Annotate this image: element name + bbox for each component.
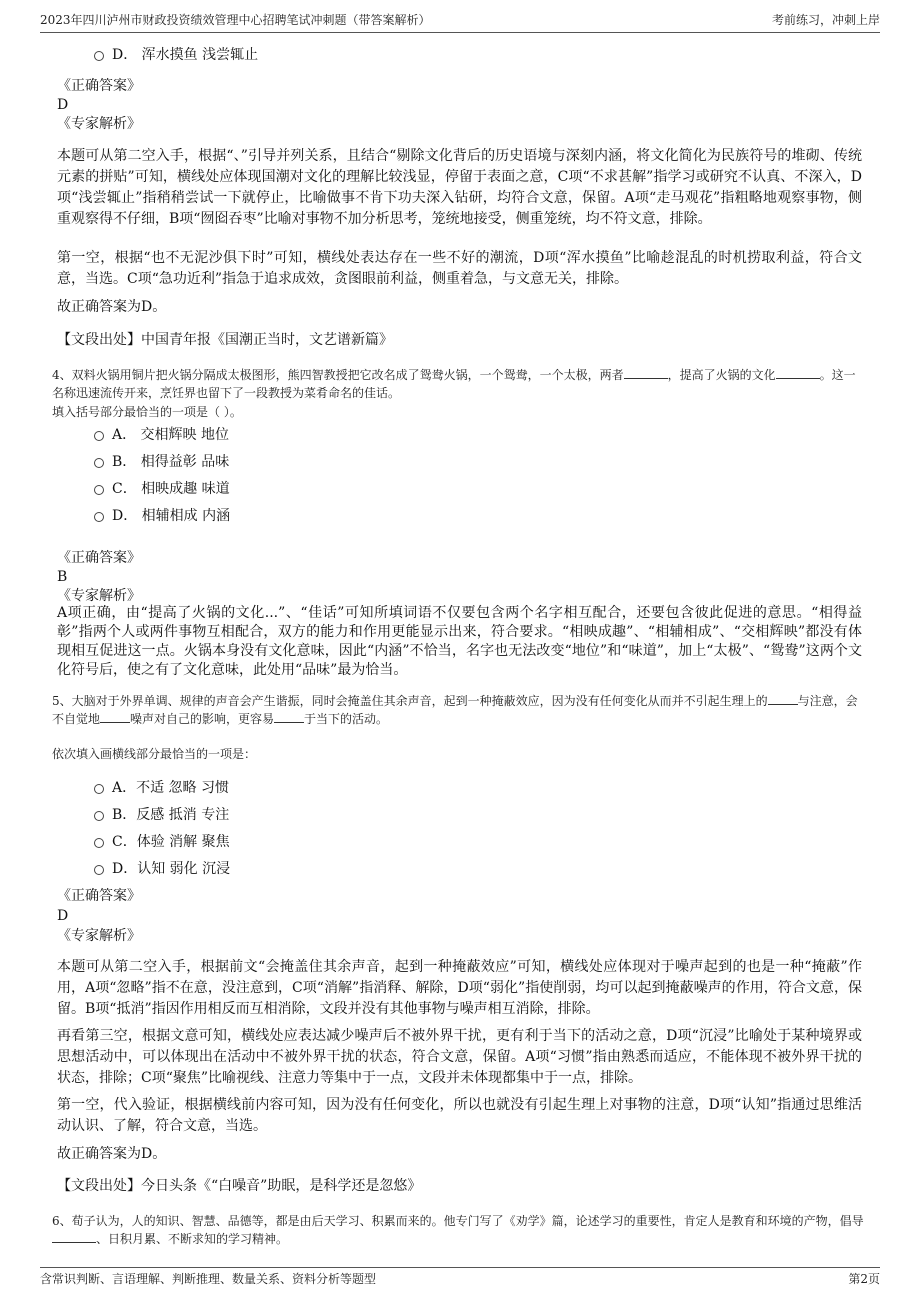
q5-analysis-p3: 第一空，代入验证，根据横线前内容可知，因为没有任何变化，所以也就没有引起生理上对事物的注意，D项“认知”指通过思维活动认识、了解，符合文意，当选。: [57, 1097, 862, 1134]
q3-analysis-p3: 故正确答案为D。: [57, 299, 167, 315]
radio-icon[interactable]: [94, 458, 104, 468]
q5-answer-label: 《正确答案》: [57, 888, 141, 904]
option-label: B．反感 抵消 专注: [112, 807, 230, 823]
q4-analysis-label: 《专家解析》: [57, 588, 141, 604]
q3-answer: D: [57, 97, 69, 113]
footer-divider: [40, 1267, 880, 1268]
header-title: 2023年四川泸州市财政投资绩效管理中心招聘笔试冲刺题（带答案解析）: [40, 13, 431, 27]
q5-prompt: 依次填入画横线部分最恰当的一项是：: [52, 747, 257, 761]
q5-analysis-p4: 故正确答案为D。: [57, 1146, 167, 1162]
option-label: D． 浑水摸鱼 浅尝辄止: [112, 47, 259, 63]
q4-option-a[interactable]: [94, 425, 229, 445]
option-label: C． 相映成趣 味道: [112, 481, 230, 497]
q5-option-a[interactable]: [94, 778, 229, 798]
q5-option-b[interactable]: [94, 805, 229, 825]
q5-source: 【文段出处】今日头条《“白噪音”助眠，是科学还是忽悠》: [57, 1178, 422, 1194]
option-label: D． 相辅相成 内涵: [112, 508, 231, 524]
q3-source: 【文段出处】中国青年报《国潮正当时，文艺谱新篇》: [57, 332, 393, 348]
radio-icon[interactable]: [94, 838, 104, 848]
radio-icon[interactable]: [94, 865, 104, 875]
option-label: A．不适 忽略 习惯: [112, 780, 230, 796]
q4-option-d[interactable]: [94, 506, 230, 526]
header-tagline: 考前练习，冲刺上岸: [771, 13, 880, 27]
option-label: C．体验 消解 聚焦: [112, 834, 230, 850]
q5-analysis-p2: 再看第三空，根据文意可知，横线处应表达减少噪声后不被外界干扰，更有利于当下的活动之意，D项“沉浸”比喻处于某种境界或思想活动中，可以体现出在活动中不被外界干扰的状态，符合文意，保留。A项“习惯”指由熟悉而适应，不能体现不被外界干扰的状态，排除；C项“聚焦”比喻视线、注意力等集中于一点，文段并未体现都集中于一点，排除。: [57, 1028, 862, 1086]
page-number: 第2页: [848, 1272, 880, 1286]
q4-stem: 4、双料火锅用铜片把火锅分隔成太极图形，熊四智教授把它改名成了鸳鸯火锅，一个鸳鸯，一个太极，两者 ，提高了火锅的文化 。这一名称迅速流传开来，烹饪界也留下了一段教授为菜肴命名的佳话。: [52, 368, 856, 400]
q5-stem: 5、大脑对于外界单调、规律的声音会产生谐振，同时会掩盖住其余声音，起到一种掩蔽效应，因为没有任何变化从而并不引起生理上的 与注意，会不自觉地 噪声对自己的影响，更容易 于当下的活动。: [52, 694, 858, 726]
option-label: A． 交相辉映 地位: [112, 427, 230, 443]
q3-analysis-p2: 第一空，根据“也不无泥沙俱下时”可知，横线处表达存在一些不好的潮流，D项“浑水摸鱼”比喻趁混乱的时机捞取利益，符合文意，当选。C项“急功近利”指急于追求成效，贪图眼前利益，侧重着急，与文意无关，排除。: [57, 250, 862, 287]
q3-answer-label: 《正确答案》: [57, 78, 141, 94]
header-divider: [40, 32, 880, 33]
radio-icon[interactable]: [94, 512, 104, 522]
q5-analysis-p1: 本题可从第二空入手，根据前文“会掩盖住其余声音，起到一种掩蔽效应”可知，横线处应体现对于噪声起到的也是一种“掩蔽”作用，A项“忽略”指不在意，没注意到，C项“消解”指消释、解除，D项“弱化”指使削弱，均可以起到掩蔽噪声的作用，符合文意，保留。B项“抵消”指因作用相反而互相消除，文段并没有其他事物与噪声相互消除，排除。: [57, 959, 862, 1017]
q4-option-b[interactable]: [94, 452, 229, 472]
radio-icon[interactable]: [94, 811, 104, 821]
radio-icon[interactable]: [94, 431, 104, 441]
option-label: D．认知 弱化 沉浸: [112, 861, 231, 877]
q4-analysis: A项正确，由“提高了火锅的文化...”、“佳话”可知所填词语不仅要包含两个名字相互配合，还要包含彼此促进的意思。“相得益彰”指两个人或两件事物互相配合，双方的能力和作用更能显示出来，符合要求。“相映成趣”、“相辅相成”、“交相辉映”都没有体现相互促进这一点。火锅本身没有文化意味，因此“内涵”不恰当，名字也无法改变“地位”和“味道”，加上“太极”、“鸳鸯”这两个文化符号后，使之有了文化意味，此处用“品味”最为恰当。: [57, 605, 862, 678]
q4-answer: B: [57, 569, 68, 585]
q5-option-c[interactable]: [94, 832, 230, 852]
q3-analysis-label: 《专家解析》: [57, 116, 141, 132]
radio-icon[interactable]: [94, 51, 104, 61]
q4-answer-label: 《正确答案》: [57, 550, 141, 566]
q5-analysis-label: 《专家解析》: [57, 928, 141, 944]
q5-option-d[interactable]: [94, 859, 230, 879]
q4-prompt: 填入括号部分最恰当的一项是（ ）。: [52, 405, 242, 419]
radio-icon[interactable]: [94, 784, 104, 794]
radio-icon[interactable]: [94, 485, 104, 495]
q3-option-d[interactable]: [94, 45, 258, 65]
q3-analysis-p1: 本题可从第二空入手，根据“、”引导并列关系，且结合“剔除文化背后的历史语境与深刻内涵，将文化简化为民族符号的堆砌、传统元素的拼贴”可知，横线处应体现国潮对文化的理解比较浅显，停留于表面之意，C项“不求甚解”指学习或研究不认真、不深入，D项“浅尝辄止”指稍稍尝试一下就停止，比喻做事不肯下功夫深入钻研，均符合文意，保留。A项“走马观花”指粗略地观察事物，侧重观察得不仔细，B项“囫囵吞枣”比喻对事物不加分析思考，笼统地接受，侧重笼统，均不符文意，排除。: [57, 148, 862, 227]
option-label: B． 相得益彰 品味: [112, 454, 230, 470]
q5-answer: D: [57, 908, 69, 924]
footer-text: 含常识判断、言语理解、判断推理、数量关系、资料分析等题型: [40, 1272, 377, 1286]
q4-option-c[interactable]: [94, 479, 230, 499]
q6-stem: 6、荀子认为，人的知识、智慧、品德等，都是由后天学习、积累而来的。他专门写了《劝学》篇，论述学习的重要性，肯定人是教育和环境的产物，倡导、日积月累、不断求知的学习精神。: [52, 1214, 864, 1246]
